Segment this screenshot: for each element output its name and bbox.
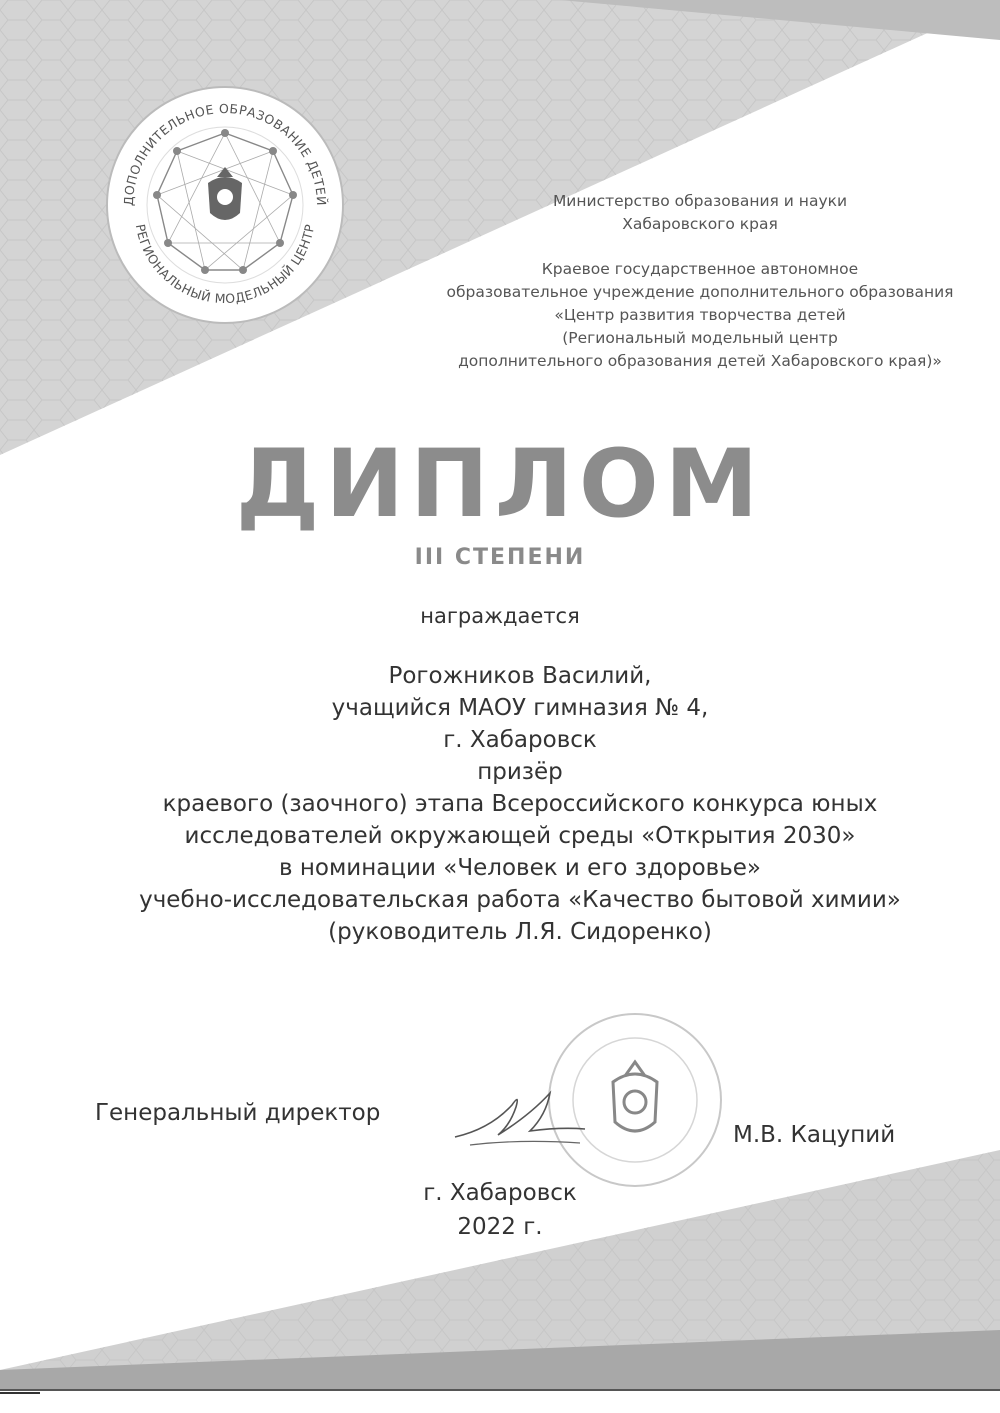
contest-line: исследователей окружающей среды «Открытия 2030» — [184, 823, 856, 849]
stamp-crest-icon — [613, 1062, 657, 1131]
contest-line: краевого (заочного) этапа Всероссийского конкурса юных — [162, 791, 878, 817]
ministry-line: Хабаровского края — [622, 215, 778, 233]
organization-line: Краевое государственное автономное — [541, 260, 859, 278]
organization-line: дополнительного образования детей Хабаровского края)» — [458, 352, 942, 370]
issue-city: г. Хабаровск — [423, 1180, 577, 1206]
award-body — [40, 660, 1000, 948]
awarded-label: награждается — [420, 604, 580, 628]
emblem-ring-bottom: РЕГИОНАЛЬНЫЙ МОДЕЛЬНЫЙ ЦЕНТР — [132, 222, 318, 307]
organization-line: (Региональный модельный центр — [562, 329, 838, 347]
supervisor-line: (руководитель Л.Я. Сидоренко) — [328, 919, 712, 945]
signatory-name: М.В. Кацупий — [733, 1122, 896, 1148]
nomination-line: в номинации «Человек и его здоровье» — [278, 855, 762, 881]
award-status: призёр — [477, 759, 563, 785]
recipient-name: Рогожников Василий, — [388, 663, 652, 689]
diploma-degree: III СТЕПЕНИ — [414, 545, 586, 570]
emblem-ring-top: ДОПОЛНИТЕЛЬНОЕ ОБРАЗОВАНИЕ ДЕТЕЙ — [120, 100, 330, 207]
organization-line: «Центр развития творчества детей — [554, 306, 846, 324]
recipient-city: г. Хабаровск — [443, 727, 597, 753]
issuer-header — [400, 190, 1000, 373]
signatory-position: Генеральный директор — [95, 1100, 381, 1126]
regional-center-emblem — [105, 85, 345, 325]
issue-year: 2022 г. — [457, 1214, 543, 1240]
ministry-line: Министерство образования и науки — [552, 192, 848, 210]
diploma-title: ДИПЛОМ — [235, 430, 765, 539]
director-signature — [450, 1085, 590, 1155]
organization-line: образовательное учреждение дополнительного образования — [446, 283, 954, 301]
work-title-line: учебно-исследовательская работа «Качество бытовой химии» — [139, 887, 901, 913]
recipient-school: учащийся МАОУ гимназия № 4, — [331, 695, 709, 721]
